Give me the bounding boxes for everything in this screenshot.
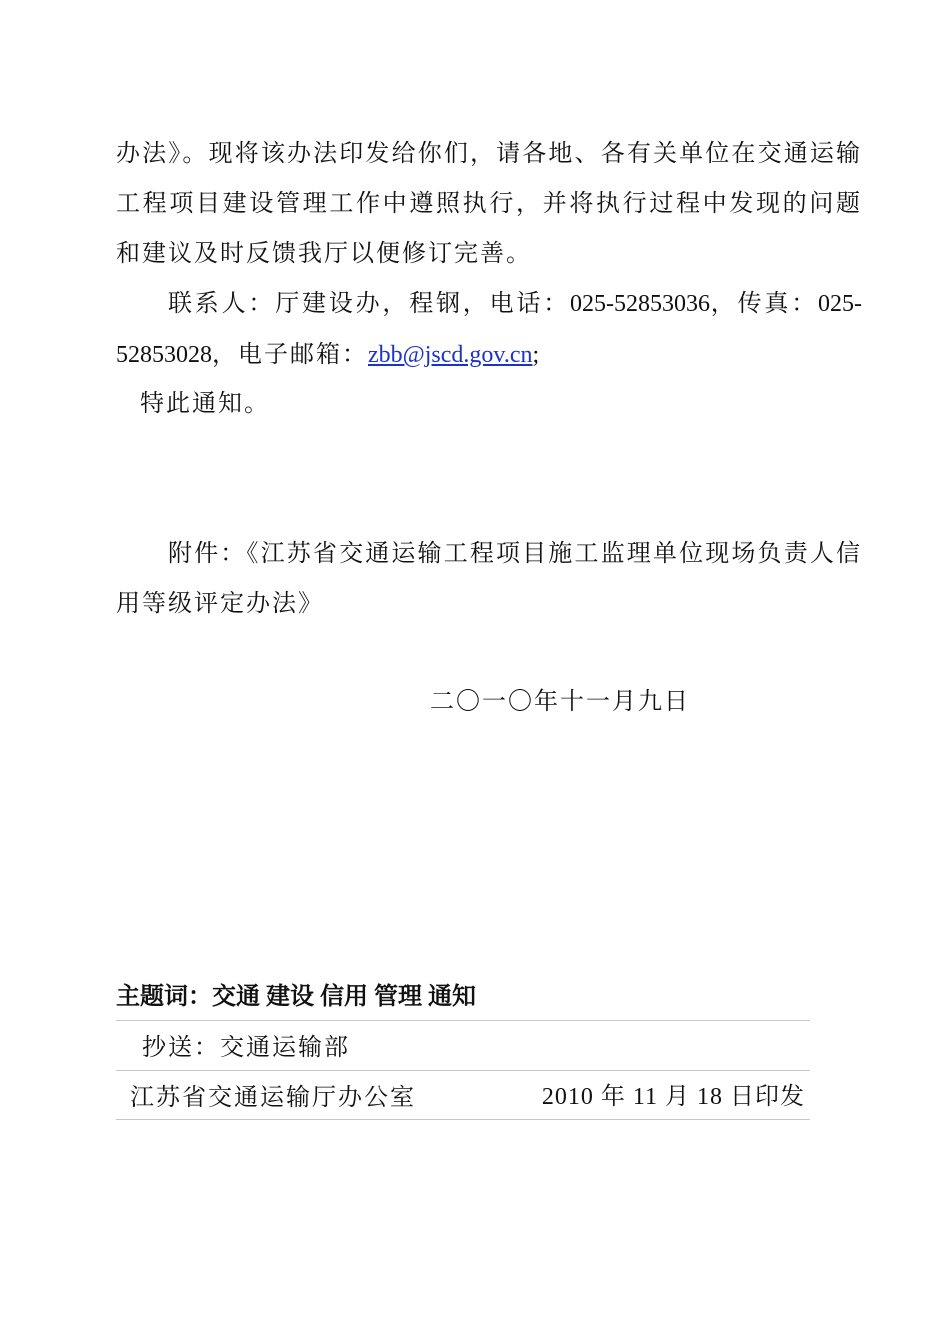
divider <box>116 1070 810 1071</box>
divider <box>116 1119 810 1120</box>
contact-paragraph <box>116 278 862 380</box>
email-link[interactable]: zbb@jscd.gov.cn <box>368 342 533 368</box>
issue-date: 二〇一〇年十一月九日 <box>430 687 690 715</box>
keyword: 交通 <box>212 982 260 1010</box>
print-date: 2010 年 11 月 18 日印发 <box>541 1084 805 1110</box>
keyword: 管理 <box>374 982 422 1010</box>
fax-number: 025-52853028 <box>116 291 862 368</box>
cc-line: 抄送：交通运输部 <box>142 1033 350 1061</box>
issuer-office: 江苏省交通运输厅办公室 <box>130 1083 416 1111</box>
keyword: 信用 <box>320 982 368 1010</box>
closing-line: 特此通知。 <box>140 389 270 417</box>
attachment-line: 附件：《江苏省交通运输工程项目施工监理单位现场负责人信用等级评定办法》 <box>116 539 862 617</box>
fax-label: ，传真： <box>710 289 818 317</box>
contact-prefix: 联系人：厅建设办，程钢，电话： <box>168 289 570 317</box>
phone-number: 025-52853036 <box>570 291 710 317</box>
email-label: ，电子邮箱： <box>212 340 368 368</box>
email-suffix: ; <box>532 342 540 368</box>
keywords-line <box>116 974 482 1018</box>
keyword: 通知 <box>428 982 476 1010</box>
keywords-label: 主题词： <box>116 982 212 1010</box>
keyword: 建设 <box>266 982 314 1010</box>
body-paragraph-instructions: 办法》。现将该办法印发给你们，请各地、各有关单位在交通运输工程项目建设管理工作中遵照执行，并将执行过程中发现的问题和建议及时反馈我厅以便修订完善。 <box>116 139 862 267</box>
divider <box>116 1020 810 1021</box>
